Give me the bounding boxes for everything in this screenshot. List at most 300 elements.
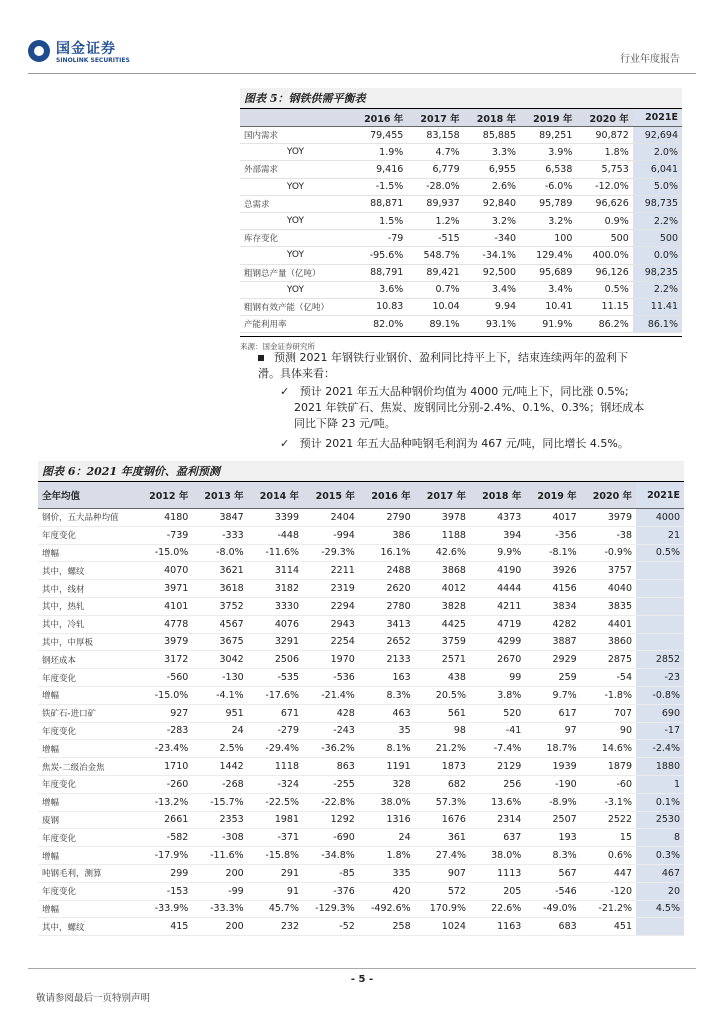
table-cell: 1879: [581, 758, 636, 776]
table-cell: -6.0%: [520, 178, 576, 195]
check-icon: ✓: [280, 385, 290, 398]
table-cell: 0.9%: [576, 212, 632, 229]
table-6-header-cell: 2015 年: [303, 482, 359, 509]
row-label: 其中，热轧: [38, 597, 137, 615]
table-cell: -52: [303, 918, 359, 936]
table-5-header-cell: 2020 年: [576, 109, 632, 127]
row-label: 其中，螺纹: [38, 918, 137, 936]
row-label: YOY: [240, 178, 351, 195]
table-cell: 5,753: [576, 161, 632, 178]
table-cell: 2943: [303, 615, 359, 633]
table-row: [240, 127, 682, 144]
table-cell: 3971: [137, 580, 192, 598]
row-label: 年度变化: [38, 669, 137, 687]
table-cell: 90,872: [576, 127, 632, 144]
table-cell: 3979: [137, 633, 192, 651]
table-cell: [636, 615, 684, 633]
table-cell: [636, 633, 684, 651]
table-cell: -60: [581, 775, 636, 793]
table-cell: 6,041: [633, 161, 682, 178]
table-cell: 0.0%: [633, 247, 682, 264]
table-cell: 2488: [359, 562, 415, 580]
table-cell: 3621: [192, 562, 247, 580]
table-cell: 927: [137, 704, 192, 722]
table-cell: 45.7%: [248, 900, 303, 918]
table-cell: [636, 562, 684, 580]
table-cell: 415: [137, 918, 192, 936]
row-label: 其中，中厚板: [38, 633, 137, 651]
table-cell: -130: [192, 669, 247, 687]
doc-type: 行业年度报告: [620, 54, 680, 65]
table-cell: 299: [137, 864, 192, 882]
table-cell: 386: [359, 526, 415, 544]
table-cell: 8: [636, 829, 684, 847]
table-cell: 3.6%: [351, 281, 407, 298]
table-cell: 2780: [359, 597, 415, 615]
table-6-header-cell: 2016 年: [359, 482, 415, 509]
table-cell: -99: [192, 882, 247, 900]
table-cell: 1939: [525, 758, 580, 776]
table-cell: 4401: [581, 615, 636, 633]
table-5-header-cell: 2016 年: [351, 109, 407, 127]
table-cell: 90: [581, 722, 636, 740]
table-cell: -29.4%: [248, 740, 303, 758]
table-cell: -340: [464, 230, 520, 247]
table-cell: 0.6%: [581, 847, 636, 865]
table-cell: 98: [415, 722, 470, 740]
table-cell: 92,840: [464, 195, 520, 212]
table-cell: 2571: [415, 651, 470, 669]
table-cell: 82.0%: [351, 316, 407, 333]
price-profit-table: [38, 482, 684, 936]
row-label: 钢坯成本: [38, 651, 137, 669]
table-cell: 4076: [248, 615, 303, 633]
table-row: [38, 615, 684, 633]
table-row: [38, 811, 684, 829]
table-cell: -4.1%: [192, 686, 247, 704]
table-cell: 18.7%: [525, 740, 580, 758]
table-cell: 2353: [192, 811, 247, 829]
table-row: [38, 758, 684, 776]
table-cell: 2620: [359, 580, 415, 598]
table-row: [38, 829, 684, 847]
table-cell: 3978: [415, 509, 470, 527]
table-cell: 3.4%: [464, 281, 520, 298]
table-cell: 3.4%: [520, 281, 576, 298]
row-label: YOY: [240, 247, 351, 264]
table-cell: 2661: [137, 811, 192, 829]
table-cell: 907: [415, 864, 470, 882]
table-cell: 4040: [581, 580, 636, 598]
table-cell: -17.9%: [137, 847, 192, 865]
table-cell: 2.0%: [633, 144, 682, 161]
table-cell: -515: [407, 230, 463, 247]
table-row: [38, 669, 684, 687]
table-cell: -17.6%: [248, 686, 303, 704]
table-cell: -8.9%: [525, 793, 580, 811]
table-cell: -255: [303, 775, 359, 793]
table-cell: -739: [137, 526, 192, 544]
table-cell: -120: [581, 882, 636, 900]
table-cell: 3172: [137, 651, 192, 669]
table-cell: 3926: [525, 562, 580, 580]
table-cell: 451: [581, 918, 636, 936]
table-cell: 1880: [636, 758, 684, 776]
table-cell: 3828: [415, 597, 470, 615]
table-cell: 2254: [303, 633, 359, 651]
bullet-text-2: 滑。具体来看：: [258, 367, 335, 380]
table-cell: 671: [248, 704, 303, 722]
table-cell: 3182: [248, 580, 303, 598]
table-cell: 4101: [137, 597, 192, 615]
table-cell: 4180: [137, 509, 192, 527]
table-cell: 428: [303, 704, 359, 722]
table-cell: 4156: [525, 580, 580, 598]
table-cell: -324: [248, 775, 303, 793]
table-cell: 4282: [525, 615, 580, 633]
table-cell: -7.4%: [470, 740, 525, 758]
table-cell: -268: [192, 775, 247, 793]
table-cell: 400.0%: [576, 247, 632, 264]
table-cell: 24: [192, 722, 247, 740]
table-cell: 1191: [359, 758, 415, 776]
table-row: [38, 509, 684, 527]
table-cell: 500: [633, 230, 682, 247]
table-cell: 3.8%: [470, 686, 525, 704]
table-5-header-cell: 2021E: [633, 109, 682, 127]
page-header: [0, 0, 724, 76]
table-row: [38, 562, 684, 580]
table-row: [240, 195, 682, 212]
row-label: 年度变化: [38, 722, 137, 740]
check-item-2: [280, 436, 690, 452]
table-cell: 572: [415, 882, 470, 900]
table-cell: -153: [137, 882, 192, 900]
table-cell: 22.6%: [470, 900, 525, 918]
row-label: 年度变化: [38, 829, 137, 847]
table-cell: -190: [525, 775, 580, 793]
check-1-line-1: 预计 2021 年五大品种钢价均值为 4000 元/吨上下，同比涨 0.5%;: [299, 385, 629, 398]
table-cell: 3675: [192, 633, 247, 651]
table-cell: 4000: [636, 509, 684, 527]
check-2-text: 预计 2021 年五大品种吨钢毛利润为 467 元/吨，同比增长 4.5%。: [299, 437, 629, 450]
table-cell: 2875: [581, 651, 636, 669]
disclaimer-note: 敬请参阅最后一页特别声明: [36, 993, 151, 1004]
table-cell: 3752: [192, 597, 247, 615]
table-cell: 682: [415, 775, 470, 793]
table-cell: -260: [137, 775, 192, 793]
table-cell: -0.9%: [581, 544, 636, 562]
table-cell: 2211: [303, 562, 359, 580]
table-cell: -2.4%: [636, 740, 684, 758]
row-label: 增幅: [38, 544, 137, 562]
table-cell: 10.41: [520, 298, 576, 315]
table-cell: -279: [248, 722, 303, 740]
table-cell: 707: [581, 704, 636, 722]
bullet-forecast: [258, 350, 688, 382]
table-cell: 4425: [415, 615, 470, 633]
row-label: 增幅: [38, 900, 137, 918]
table-row: [38, 633, 684, 651]
table-cell: 91: [248, 882, 303, 900]
table-6-header-cell: 2013 年: [192, 482, 247, 509]
table-cell: 9.94: [464, 298, 520, 315]
table-cell: 2507: [525, 811, 580, 829]
table-5-title: 图表 5：钢铁供需平衡表: [240, 88, 682, 109]
table-5-block: [240, 88, 682, 352]
table-cell: 3887: [525, 633, 580, 651]
table-cell: 88,871: [351, 195, 407, 212]
table-cell: 9.7%: [525, 686, 580, 704]
table-cell: 2.2%: [633, 281, 682, 298]
table-cell: 520: [470, 704, 525, 722]
row-label: 增幅: [38, 686, 137, 704]
table-cell: 6,955: [464, 161, 520, 178]
table-cell: 2319: [303, 580, 359, 598]
row-label: 其中，冷轧: [38, 615, 137, 633]
table-cell: -33.3%: [192, 900, 247, 918]
table-cell: 2929: [525, 651, 580, 669]
table-cell: -22.8%: [303, 793, 359, 811]
table-row: [240, 264, 682, 281]
table-row: [38, 775, 684, 793]
table-cell: 9.9%: [470, 544, 525, 562]
table-cell: 163: [359, 669, 415, 687]
row-label: 粗钢有效产能（亿吨）: [240, 298, 351, 315]
table-cell: 567: [525, 864, 580, 882]
supply-demand-table: [240, 109, 682, 333]
table-cell: 4017: [525, 509, 580, 527]
table-row: [240, 230, 682, 247]
table-cell: 98,235: [633, 264, 682, 281]
table-cell: 3860: [581, 633, 636, 651]
table-cell: -17: [636, 722, 684, 740]
table-row: [38, 864, 684, 882]
table-cell: -54: [581, 669, 636, 687]
table-cell: 3979: [581, 509, 636, 527]
table-cell: 561: [415, 704, 470, 722]
table-cell: 20.5%: [415, 686, 470, 704]
table-cell: 1024: [415, 918, 470, 936]
table-cell: 1.2%: [407, 212, 463, 229]
table-cell: 4012: [415, 580, 470, 598]
table-cell: 2.2%: [633, 212, 682, 229]
table-cell: 1163: [470, 918, 525, 936]
table-cell: 3868: [415, 562, 470, 580]
table-cell: 1710: [137, 758, 192, 776]
table-cell: 10.83: [351, 298, 407, 315]
table-cell: -994: [303, 526, 359, 544]
row-label: 年度变化: [38, 775, 137, 793]
table-cell: -36.2%: [303, 740, 359, 758]
table-cell: 1970: [303, 651, 359, 669]
check-1-line-3: 同比下降 23 元/吨。: [294, 417, 396, 430]
check-1-line-2: 2021 年铁矿石、焦炭、废钢同比分别-2.4%、0.1%、0.3%；钢坯成本: [294, 401, 645, 414]
table-cell: 92,694: [633, 127, 682, 144]
row-label: 增幅: [38, 740, 137, 758]
table-cell: 11.41: [633, 298, 682, 315]
table-cell: 3757: [581, 562, 636, 580]
row-label: 吨钢毛利，测算: [38, 864, 137, 882]
table-cell: 9,416: [351, 161, 407, 178]
table-cell: [636, 580, 684, 598]
table-cell: -11.6%: [192, 847, 247, 865]
table-row: [38, 847, 684, 865]
table-cell: 1981: [248, 811, 303, 829]
table-cell: 548.7%: [407, 247, 463, 264]
header-rule: [28, 73, 696, 74]
table-cell: 617: [525, 704, 580, 722]
table-cell: 97: [525, 722, 580, 740]
table-6-block: [38, 461, 684, 936]
table-cell: 2670: [470, 651, 525, 669]
table-cell: 2506: [248, 651, 303, 669]
row-label: 钢价，五大品种均值: [38, 509, 137, 527]
table-cell: 15: [581, 829, 636, 847]
table-6-header-cell: 2014 年: [248, 482, 303, 509]
table-cell: -536: [303, 669, 359, 687]
table-cell: 0.1%: [636, 793, 684, 811]
table-cell: 79,455: [351, 127, 407, 144]
table-cell: 4190: [470, 562, 525, 580]
table-cell: -1.5%: [351, 178, 407, 195]
table-cell: 89,421: [407, 264, 463, 281]
table-cell: 86.1%: [633, 316, 682, 333]
table-cell: 1113: [470, 864, 525, 882]
table-cell: 92,500: [464, 264, 520, 281]
table-cell: 3399: [248, 509, 303, 527]
table-cell: -13.2%: [137, 793, 192, 811]
table-row: [38, 793, 684, 811]
table-cell: 89.1%: [407, 316, 463, 333]
table-cell: 1676: [415, 811, 470, 829]
table-cell: 291: [248, 864, 303, 882]
table-cell: 394: [470, 526, 525, 544]
table-cell: 0.3%: [636, 847, 684, 865]
table-row: [240, 316, 682, 333]
check-item-1: [280, 384, 690, 432]
table-row: [38, 900, 684, 918]
table-cell: 2314: [470, 811, 525, 829]
table-cell: 1.8%: [576, 144, 632, 161]
row-label: 粗钢总产量（亿吨）: [240, 264, 351, 281]
table-cell: -23.4%: [137, 740, 192, 758]
table-cell: 8.3%: [359, 686, 415, 704]
table-cell: 3.2%: [520, 212, 576, 229]
table-cell: 99: [470, 669, 525, 687]
page-number: - 5 -: [350, 974, 374, 985]
table-cell: 0.7%: [407, 281, 463, 298]
table-cell: -356: [525, 526, 580, 544]
logo-cn: 国金证券: [56, 41, 116, 57]
table-cell: -1.8%: [581, 686, 636, 704]
table-cell: 3759: [415, 633, 470, 651]
table-cell: 2294: [303, 597, 359, 615]
table-cell: 57.3%: [415, 793, 470, 811]
table-6-header-cell: 2018 年: [470, 482, 525, 509]
footer-rule: [28, 968, 696, 969]
table-cell: 170.9%: [415, 900, 470, 918]
table-cell: -546: [525, 882, 580, 900]
table-cell: -15.0%: [137, 544, 192, 562]
table-cell: 1: [636, 775, 684, 793]
table-row: [240, 144, 682, 161]
table-cell: 335: [359, 864, 415, 882]
table-cell: 24: [359, 829, 415, 847]
table-cell: 447: [581, 864, 636, 882]
table-5-header-cell: 2018 年: [464, 109, 520, 127]
row-label: 焦炭-二级冶金焦: [38, 758, 137, 776]
table-cell: 4373: [470, 509, 525, 527]
table-cell: 96,126: [576, 264, 632, 281]
table-cell: 256: [470, 775, 525, 793]
table-cell: 951: [192, 704, 247, 722]
table-row: [240, 161, 682, 178]
table-cell: -85: [303, 864, 359, 882]
table-cell: -15.0%: [137, 686, 192, 704]
row-label: 总需求: [240, 195, 351, 212]
table-cell: 83,158: [407, 127, 463, 144]
table-cell: 1.8%: [359, 847, 415, 865]
table-cell: 863: [303, 758, 359, 776]
table-cell: -23: [636, 669, 684, 687]
logo-mark-icon: [28, 40, 50, 62]
table-cell: 1316: [359, 811, 415, 829]
table-row: [240, 281, 682, 298]
table-row: [38, 686, 684, 704]
table-cell: 2790: [359, 509, 415, 527]
table-cell: 14.6%: [581, 740, 636, 758]
table-cell: 91.9%: [520, 316, 576, 333]
table-cell: -34.1%: [464, 247, 520, 264]
table-cell: -448: [248, 526, 303, 544]
table-cell: 420: [359, 882, 415, 900]
table-cell: 1.9%: [351, 144, 407, 161]
table-6-header-cell: 2019 年: [525, 482, 580, 509]
table-cell: 463: [359, 704, 415, 722]
table-cell: 2.6%: [464, 178, 520, 195]
table-cell: -49.0%: [525, 900, 580, 918]
table-cell: 500: [576, 230, 632, 247]
table-cell: 438: [415, 669, 470, 687]
table-cell: 2652: [359, 633, 415, 651]
table-cell: 95,689: [520, 264, 576, 281]
table-row: [38, 918, 684, 936]
table-cell: 42.6%: [415, 544, 470, 562]
table-cell: 98,735: [633, 195, 682, 212]
table-cell: 232: [248, 918, 303, 936]
table-cell: 85,885: [464, 127, 520, 144]
row-label: 国内需求: [240, 127, 351, 144]
table-cell: 3114: [248, 562, 303, 580]
table-cell: -12.0%: [576, 178, 632, 195]
check-icon: ✓: [280, 437, 290, 450]
table-row: [38, 740, 684, 758]
table-cell: 38.0%: [359, 793, 415, 811]
table-cell: 0.5%: [636, 544, 684, 562]
table-cell: 6,779: [407, 161, 463, 178]
table-cell: 3618: [192, 580, 247, 598]
table-cell: 4719: [470, 615, 525, 633]
table-cell: -11.6%: [248, 544, 303, 562]
table-cell: -41: [470, 722, 525, 740]
logo-en: SINOLINK SECURITIES: [56, 57, 130, 64]
table-cell: 16.1%: [359, 544, 415, 562]
table-cell: -15.7%: [192, 793, 247, 811]
table-cell: -21.2%: [581, 900, 636, 918]
table-cell: -308: [192, 829, 247, 847]
table-cell: 95,789: [520, 195, 576, 212]
